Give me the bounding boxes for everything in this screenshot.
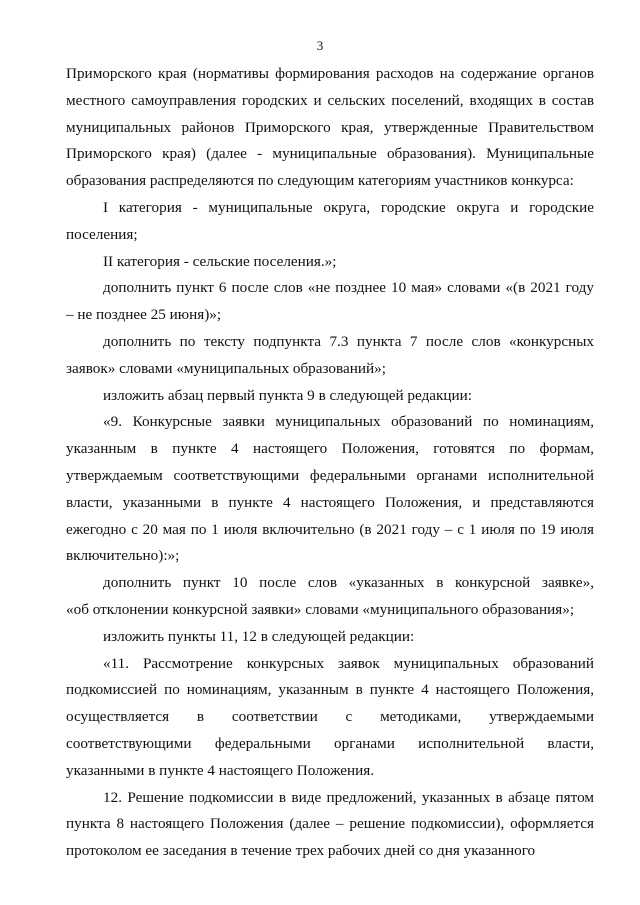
text-line: включительно):»; xyxy=(66,547,180,565)
text-line: осуществляется в соответствии с методиками, утверждаемыми xyxy=(66,708,594,726)
paragraph xyxy=(66,249,594,276)
text-line: дополнить пункт 6 после слов «не позднее 10 мая» словами «(в 2021 году xyxy=(103,279,594,297)
paragraph xyxy=(66,651,594,785)
text-line: Приморского края) (далее - муниципальные образования). Муниципальные xyxy=(66,145,594,163)
text-line: 12. Решение подкомиссии в виде предложений, указанных в абзаце пятом xyxy=(103,788,594,806)
text-line: Приморского края (нормативы формирования расходов на содержание органов xyxy=(66,65,594,82)
text-line: – не позднее 25 июня)»; xyxy=(66,306,222,324)
text-line: поселения; xyxy=(66,225,138,243)
text-line: дополнить пункт 10 после слов «указанных в конкурсной заявке», xyxy=(103,574,594,592)
paragraph xyxy=(66,570,594,624)
text-line: заявок» словами «муниципальных образований»; xyxy=(66,359,386,377)
text-line: пункта 8 настоящего Положения (далее – решение подкомиссии), оформляется xyxy=(66,815,594,833)
paragraph xyxy=(66,383,594,410)
text-line: власти, указанными в пункте 4 настоящего Положения, и представляются xyxy=(66,493,594,511)
paragraph xyxy=(66,409,594,570)
text-line: II категория - сельские поселения.»; xyxy=(103,252,337,270)
text-line: указанными в пункте 4 настоящего Положения. xyxy=(66,761,375,779)
text-line: изложить абзац первый пункта 9 в следующей редакции: xyxy=(103,386,473,404)
text-line: образования распределяются по следующим категориям участников конкурса: xyxy=(66,172,574,190)
text-line: изложить пункты 11, 12 в следующей редакции: xyxy=(103,627,415,645)
text-line: соответствующими федеральными органами исполнительной власти, xyxy=(66,734,594,752)
text-line: муниципальных районов Приморского края, утвержденные Правительством xyxy=(66,118,594,136)
text-line: I категория - муниципальные округа, городские округа и городские xyxy=(103,198,594,216)
text-line: «11. Рассмотрение конкурсных заявок муниципальных образований xyxy=(103,654,594,672)
page-number: 3 xyxy=(316,38,324,53)
document-body xyxy=(66,61,594,865)
text-line: ежегодно с 20 мая по 1 июля включительно (в 2021 году – с 1 июля по 19 июля xyxy=(66,520,594,538)
paragraph xyxy=(66,61,594,195)
text-line: дополнить по тексту подпункта 7.3 пункта 7 после слов «конкурсных xyxy=(103,332,594,350)
paragraph xyxy=(66,624,594,651)
text-line: местного самоуправления городских и сельских поселений, входящих в состав xyxy=(66,91,594,109)
text-line: подкомиссией по номинациям, указанным в пункте 4 настоящего Положения, xyxy=(66,681,594,699)
text-line: «9. Конкурсные заявки муниципальных образований по номинациям, xyxy=(103,413,594,431)
text-line: указанным в пункте 4 настоящего Положения, готовятся по формам, xyxy=(66,440,594,458)
text-line: утверждаемым соответствующими федеральными органами исполнительной xyxy=(66,466,594,484)
text-line: «об отклонении конкурсной заявки» словами «муниципального образования»; xyxy=(66,600,575,618)
paragraph xyxy=(66,275,594,329)
paragraph xyxy=(66,785,594,865)
paragraph xyxy=(66,195,594,249)
paragraph xyxy=(66,329,594,383)
text-line: протоколом ее заседания в течение трех рабочих дней со дня указанного xyxy=(66,842,536,860)
